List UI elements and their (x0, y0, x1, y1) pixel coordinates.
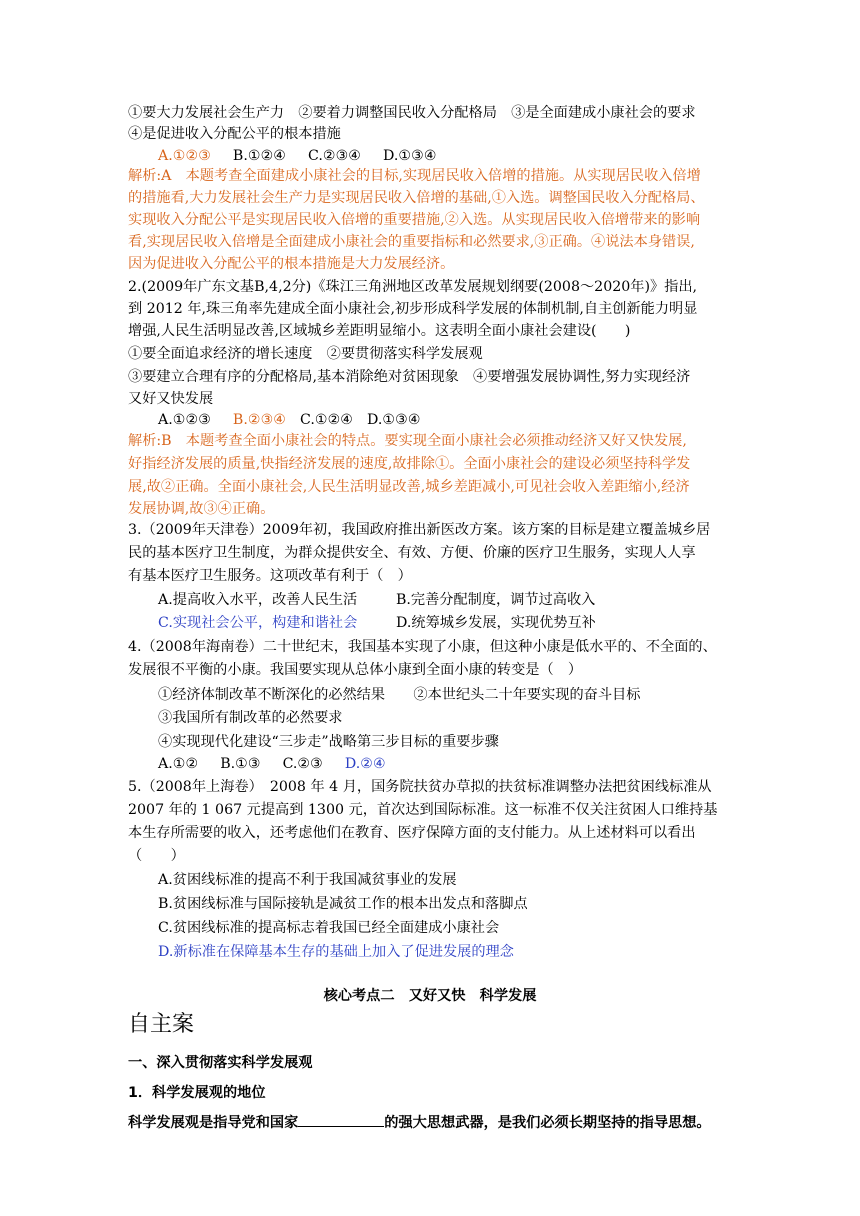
q2-analysis-line-1: 解析:B 本题考查全面小康社会的特点。要实现全面小康社会必须推动经济又好又快发展, (128, 433, 687, 449)
q4-stem-line-1: 4.（2008年海南卷）二十世纪末，我国基本实现了小康，但这种小康是低水平的、不全面的、 (128, 639, 717, 655)
q4-option-4: ④实现现代化建设“三步走”战略第三步目标的重要步骤 (158, 734, 499, 750)
fill-in-paragraph (128, 1112, 711, 1134)
q2-stem-line-2: 到 2012 年,珠三角率先建成全面小康社会,初步形成科学发展的体制机制,自主创新能力明显 (128, 301, 698, 317)
q3-choices-row-1 (158, 589, 595, 611)
paragraph-text-before: 科学发展观是指导党和国家 (128, 1115, 299, 1131)
q2-stem-line-1: 2.(2009年广东文基B,4,2分)《珠江三角洲地区改革发展规划纲要(2008～2020年)》指出, (128, 279, 698, 295)
q4-option-12: ①经济体制改革不断深化的必然结果 ②本世纪头二十年要实现的奋斗目标 (158, 687, 641, 703)
q5-stem-line-1: 5.（2008年上海卷） 2008 年 4 月，国务院扶贫办草拟的扶贫标准调整办法把贫困线标准从 (128, 779, 712, 795)
section-title: 核心考点二 又好又快 科学发展 (323, 988, 537, 1004)
answer-blank[interactable] (298, 1112, 384, 1127)
q2-stem-line-3: 增强,人民生活明显改善,区域城乡差距明显缩小。这表明全面小康社会建设( ) (128, 323, 631, 339)
subheading-1: 一、深入贯彻落实科学发展观 (128, 1055, 313, 1071)
q2-choice-c: C.①②④ (300, 412, 354, 428)
q2-choice-d: D.①③④ (367, 412, 421, 428)
q1-choices (158, 145, 437, 167)
q1-choice-b: B.①②④ (232, 148, 287, 164)
q3-choice-b: B.完善分配制度，调节过高收入 (396, 592, 596, 608)
section-heading: 自主案 (128, 1012, 195, 1037)
q5-stem-line-3: 本生存所需要的收入，还考虑他们在教育、医疗保障方面的支付能力。从上述材料可以看出 (128, 825, 696, 841)
paragraph-text-after: 的强大思想武器，是我们必须长期坚持的指导思想。 (384, 1115, 711, 1131)
q5-stem-line-4: （ ） (128, 848, 185, 864)
q2-analysis-line-2: 好指经济发展的质量,快指经济发展的速度,故排除①。全面小康社会的建设必须坚持科学发 (128, 456, 691, 472)
q3-stem-line-3: 有基本医疗卫生服务。这项改革有利于（ ） (128, 568, 412, 584)
q5-choice-c: C.贫困线标准的提高标志着我国已经全面建成小康社会 (158, 920, 500, 936)
q3-stem-line-1: 3.（2009年天津卷）2009年初，我国政府推出新医改方案。该方案的目标是建立覆盖城乡居 (128, 522, 711, 538)
q4-stem-line-2: 发展很不平衡的小康。我国要实现从总体小康到全面小康的转变是（ ） (128, 662, 583, 678)
q4-choices (158, 753, 386, 775)
q2-analysis-line-3: 展,故②正确。全面小康社会,人民生活明显改善,城乡差距减小,可见社会收入差距缩小,经济 (128, 479, 690, 495)
q2-option-line-1: ①要全面追求经济的增长速度 ②要贯彻落实科学发展观 (128, 346, 483, 362)
q4-option-3: ③我国所有制改革的必然要求 (158, 710, 343, 726)
q3-choice-d: D.统筹城乡发展，实现优势互补 (396, 615, 596, 631)
q2-analysis-line-4: 发展协调,故③④正确。 (128, 501, 275, 517)
q5-choice-d: D.新标准在保障基本生存的基础上加入了促进发展的理念 (158, 944, 514, 960)
q1-analysis-line-1: 解析:A 本题考查全面建成小康社会的目标,实现居民收入倍增的措施。从实现居民收入倍增 (128, 168, 701, 184)
q4-choice-c: C.②③ (282, 756, 323, 772)
q1-analysis-line-3: 实现收入分配公平是实现居民收入倍增的重要措施,②入选。从实现居民收入倍增带来的影响 (128, 212, 701, 228)
q2-choice-b: B.②③④ (232, 412, 287, 428)
q3-choices-row-2 (158, 612, 596, 634)
q2-choices (158, 409, 421, 431)
q1-choice-a: A.①②③ (158, 148, 211, 164)
q4-choice-d: D.②④ (344, 756, 386, 772)
q3-choice-a: A.提高收入水平，改善人民生活 (158, 592, 358, 608)
q1-analysis-line-5: 因为促进收入分配公平的根本措施是大力发展经济。 (128, 256, 455, 272)
subheading-2: 1．科学发展观的地位 (128, 1085, 266, 1101)
q5-choice-b: B.贫困线标准与国际接轨是减贫工作的根本出发点和落脚点 (158, 896, 528, 912)
q5-choice-a: A.贫困线标准的提高不利于我国减贫事业的发展 (158, 872, 457, 888)
q2-option-line-3: 又好又快发展 (128, 391, 214, 407)
q1-analysis-line-4: 看,实现居民收入倍增是全面建成小康社会的重要指标和必然要求,③正确。④说法本身错误, (128, 234, 695, 250)
q3-stem-line-2: 民的基本医疗卫生制度，为群众提供安全、有效、方便、价廉的医疗卫生服务，实现人人享 (128, 545, 696, 561)
q2-choice-a: A.①②③ (158, 412, 211, 428)
q5-stem-line-2: 2007 年的 1 067 元提高到 1300 元，首次达到国际标准。这一标准不仅关注贫困人口维持基 (128, 802, 718, 818)
q1-choice-d: D.①③④ (383, 148, 437, 164)
q1-options-line-1: ①要大力发展社会生产力 ②要着力调整国民收入分配格局 ③是全面建成小康社会的要求 (128, 105, 696, 121)
q2-option-line-2: ③要建立合理有序的分配格局,基本消除绝对贫困现象 ④要增强发展协调性,努力实现经济 (128, 369, 691, 385)
q4-choice-b: B.①③ (220, 756, 261, 772)
q1-options-line-2: ④是促进收入分配公平的根本措施 (128, 126, 341, 142)
q1-choice-c: C.②③④ (308, 148, 362, 164)
q3-choice-c: C.实现社会公平，构建和谐社会 (158, 615, 358, 631)
q4-choice-a: A.①② (158, 756, 199, 772)
q1-analysis-line-2: 的措施看,大力发展社会生产力是实现居民收入倍增的基础,①入选。调整国民收入分配格局、 (128, 190, 705, 206)
